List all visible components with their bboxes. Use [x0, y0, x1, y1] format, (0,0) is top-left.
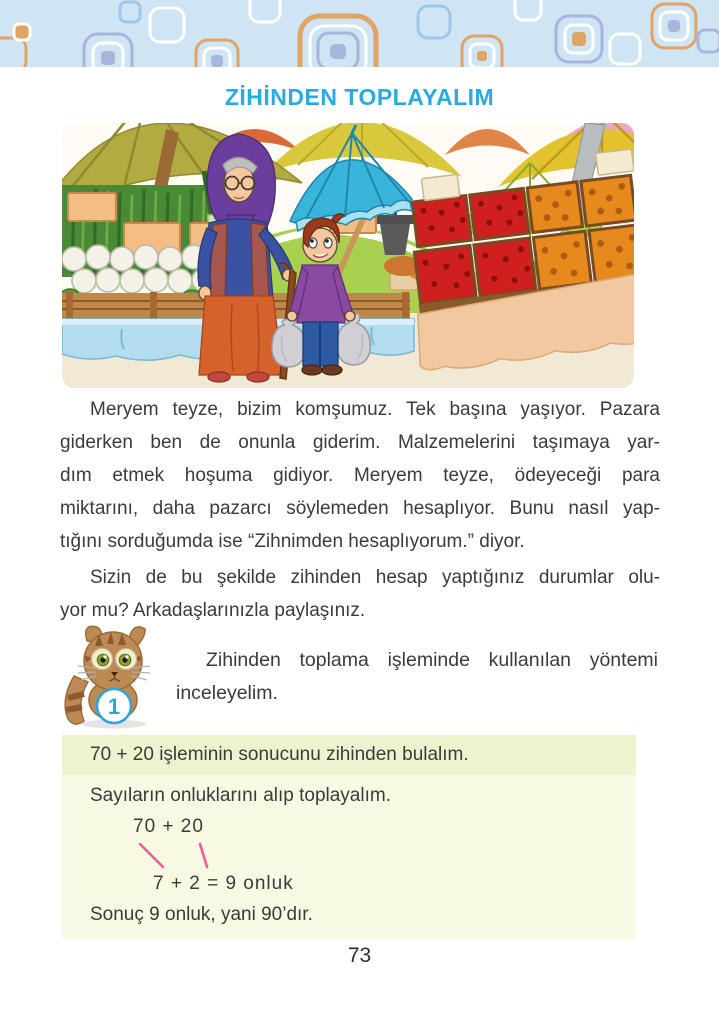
- text-line: dım etmek hoşuma gidiyor. Meryem teyze, ödeyeceği para: [60, 465, 660, 486]
- decorative-top-band: [0, 0, 719, 67]
- text-line: Meryem teyze, bizim komşumuz. Tek başına yaşıyor. Pazara: [90, 399, 660, 420]
- cat-mascot: [58, 620, 166, 730]
- text-line: giderken ben de onunla giderim. Malzemelerini taşımaya yar-: [60, 432, 660, 453]
- rounded-squares-pattern: [0, 0, 719, 67]
- example-decomposition: 7 + 2 = 9 onluk: [153, 873, 294, 894]
- paragraph-question: [60, 561, 660, 627]
- example-box: [62, 735, 636, 939]
- market-scene: [62, 123, 634, 388]
- cat-icon: [58, 620, 166, 730]
- example-header: 70 + 20 işleminin sonucunu zihinden bulalım.: [62, 735, 636, 775]
- text-line: Sizin de bu şekilde zihinden hesap yaptığınız durumlar olu-: [90, 567, 660, 588]
- text-line: inceleyelim.: [176, 682, 278, 704]
- page-number: 73: [347, 944, 372, 967]
- text-line: tığını sorduğumda ise “Zihnimden hesaplıyorum.” diyor.: [60, 531, 525, 552]
- paragraph-meryem-teyze: [60, 393, 660, 558]
- example-instruction: Sayıların onluklarını alıp toplayalım.: [90, 785, 391, 806]
- mascot-number: 1: [107, 694, 121, 719]
- text-line: miktarını, daha pazarcı söylemeden hesaplıyor. Bunu nasıl yap-: [60, 498, 660, 519]
- decomposition-arrows: [90, 842, 608, 869]
- mascot-caption: [176, 644, 658, 710]
- text-line: yor mu? Arkadaşlarınızla paylaşınız.: [60, 600, 366, 621]
- text-line: Zihinden toplama işleminde kullanılan yöntemi: [206, 649, 658, 671]
- pink-lines: [90, 842, 608, 869]
- example-expression: 70 + 20: [133, 816, 204, 837]
- market-illustration: [62, 123, 634, 388]
- example-conclusion: Sonuç 9 onluk, yani 90’dır.: [90, 904, 313, 925]
- page-title: ZİHİNDEN TOPLAYALIM: [224, 84, 495, 110]
- example-body: [62, 775, 636, 939]
